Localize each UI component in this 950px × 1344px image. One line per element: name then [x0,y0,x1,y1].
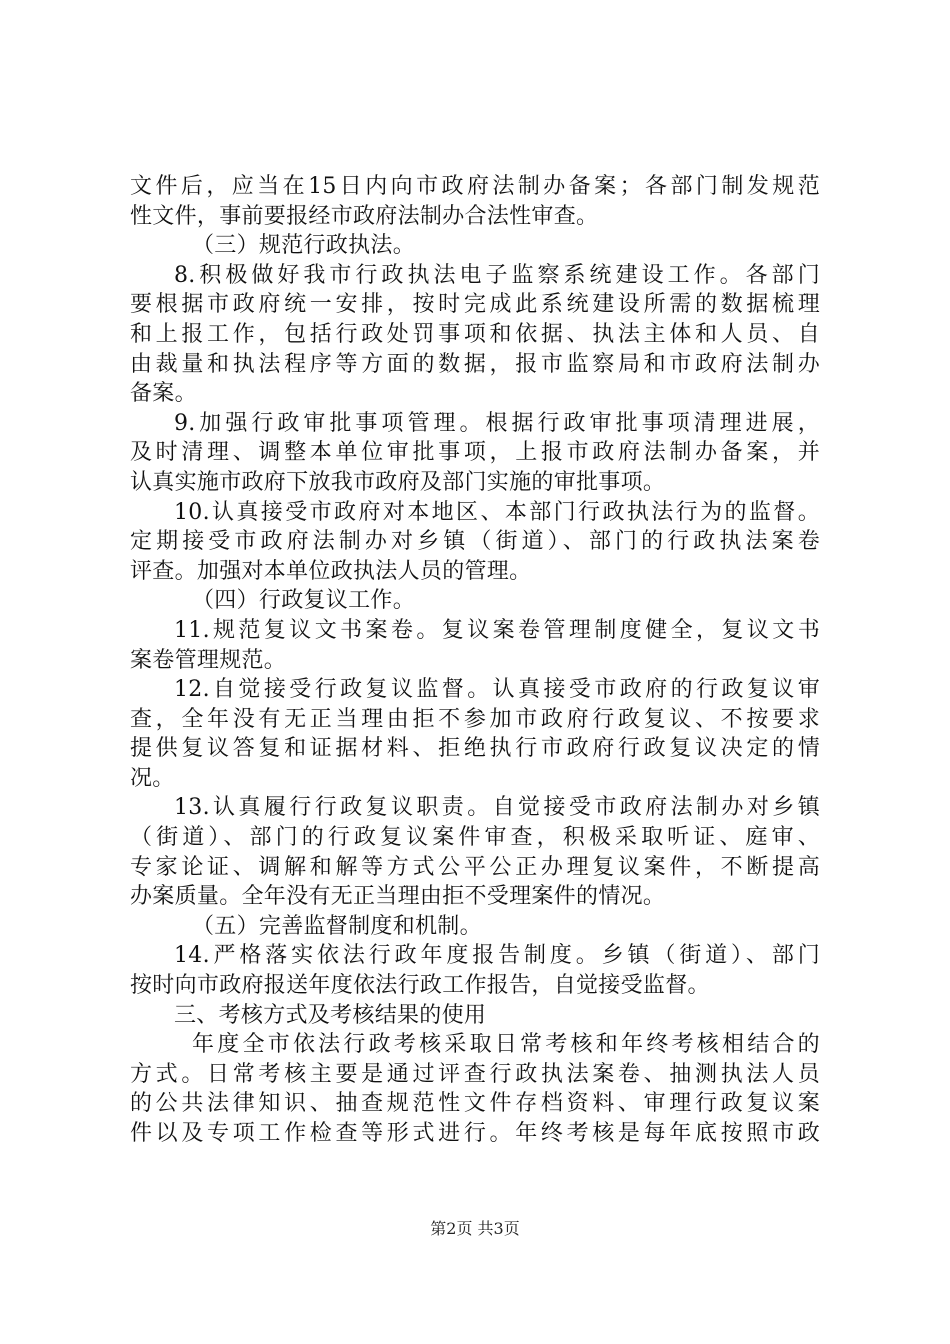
text-line: 要根据市政府统一安排，按时完成此系统建设所需的数据梳理 [130,292,820,318]
text-line: 评查。加强对本单位政执法人员的管理。 [130,558,532,584]
text-line: 定期接受市政府法制办对乡镇（街道）、部门的行政执法案卷 [130,529,820,555]
text-line: 及时清理、调整本单位审批事项，上报市政府法制办备案，并 [130,440,820,466]
text-line: 件以及专项工作检查等形式进行。年终考核是每年底按照市政 [130,1121,820,1146]
text-line: 专家论证、调解和解等方式公平公正办理复议案件，不断提高 [130,854,820,880]
text-line: 性文件，事前要报经市政府法制办合法性审查。 [130,203,599,229]
page-footer: 第2页 共3页 [430,1219,520,1238]
text-line: 方式。日常考核主要是通过评查行政执法案卷、抽测执法人员 [130,1061,820,1087]
text-line: （街道）、部门的行政复议案件审查，积极采取听证、庭审、 [130,825,820,851]
text-line: 9.加强行政审批事项管理。根据行政审批事项清理进展， [174,410,820,436]
text-line: 提供复议答复和证据材料、拒绝执行市政府行政复议决定的情 [130,736,820,762]
text-line: 和上报工作，包括行政处罚事项和依据、执法主体和人员、自 [130,321,820,347]
document-body [130,172,820,1149]
text-line: 13.认真履行行政复议职责。自觉接受市政府法制办对乡镇 [174,795,820,821]
text-line: 按时向市政府报送年度依法行政工作报告，自觉接受监督。 [130,973,710,999]
text-line: 8.积极做好我市行政执法电子监察系统建设工作。各部门 [174,262,820,288]
text-line: 备案。 [130,381,197,407]
text-line: （三）规范行政执法。 [192,233,416,259]
text-line: 11.规范复议文书案卷。复议案卷管理制度健全，复议文书 [174,617,820,643]
text-line: 认真实施市政府下放我市政府及部门实施的审批事项。 [130,469,666,495]
text-line: 12.自觉接受行政复议监督。认真接受市政府的行政复议审 [174,677,820,703]
text-line: 文件后，应当在15日内向市政府法制办备案；各部门制发规范 [130,174,820,199]
text-line: 由裁量和执法程序等方面的数据，报市监察局和市政府法制办 [130,351,820,377]
text-line: 查，全年没有无正当理由拒不参加市政府行政复议、不按要求 [130,706,820,732]
text-line: 的公共法律知识、抽查规范性文件存档资料、审理行政复议案 [130,1091,820,1117]
text-line: 办案质量。全年没有无正当理由拒不受理案件的情况。 [130,884,666,910]
text-line: 三、考核方式及考核结果的使用 [174,1002,487,1028]
text-line: 10.认真接受市政府对本地区、本部门行政执法行为的监督。 [174,499,820,525]
text-line: （五）完善监督制度和机制。 [192,913,482,939]
text-line: 案卷管理规范。 [130,647,287,673]
text-line: 14.严格落实依法行政年度报告制度。乡镇（街道）、部门 [174,943,820,969]
text-line: 况。 [130,765,175,791]
text-line: 年度全市依法行政考核采取日常考核和年终考核相结合的 [192,1032,820,1058]
text-line: （四）行政复议工作。 [192,588,416,614]
